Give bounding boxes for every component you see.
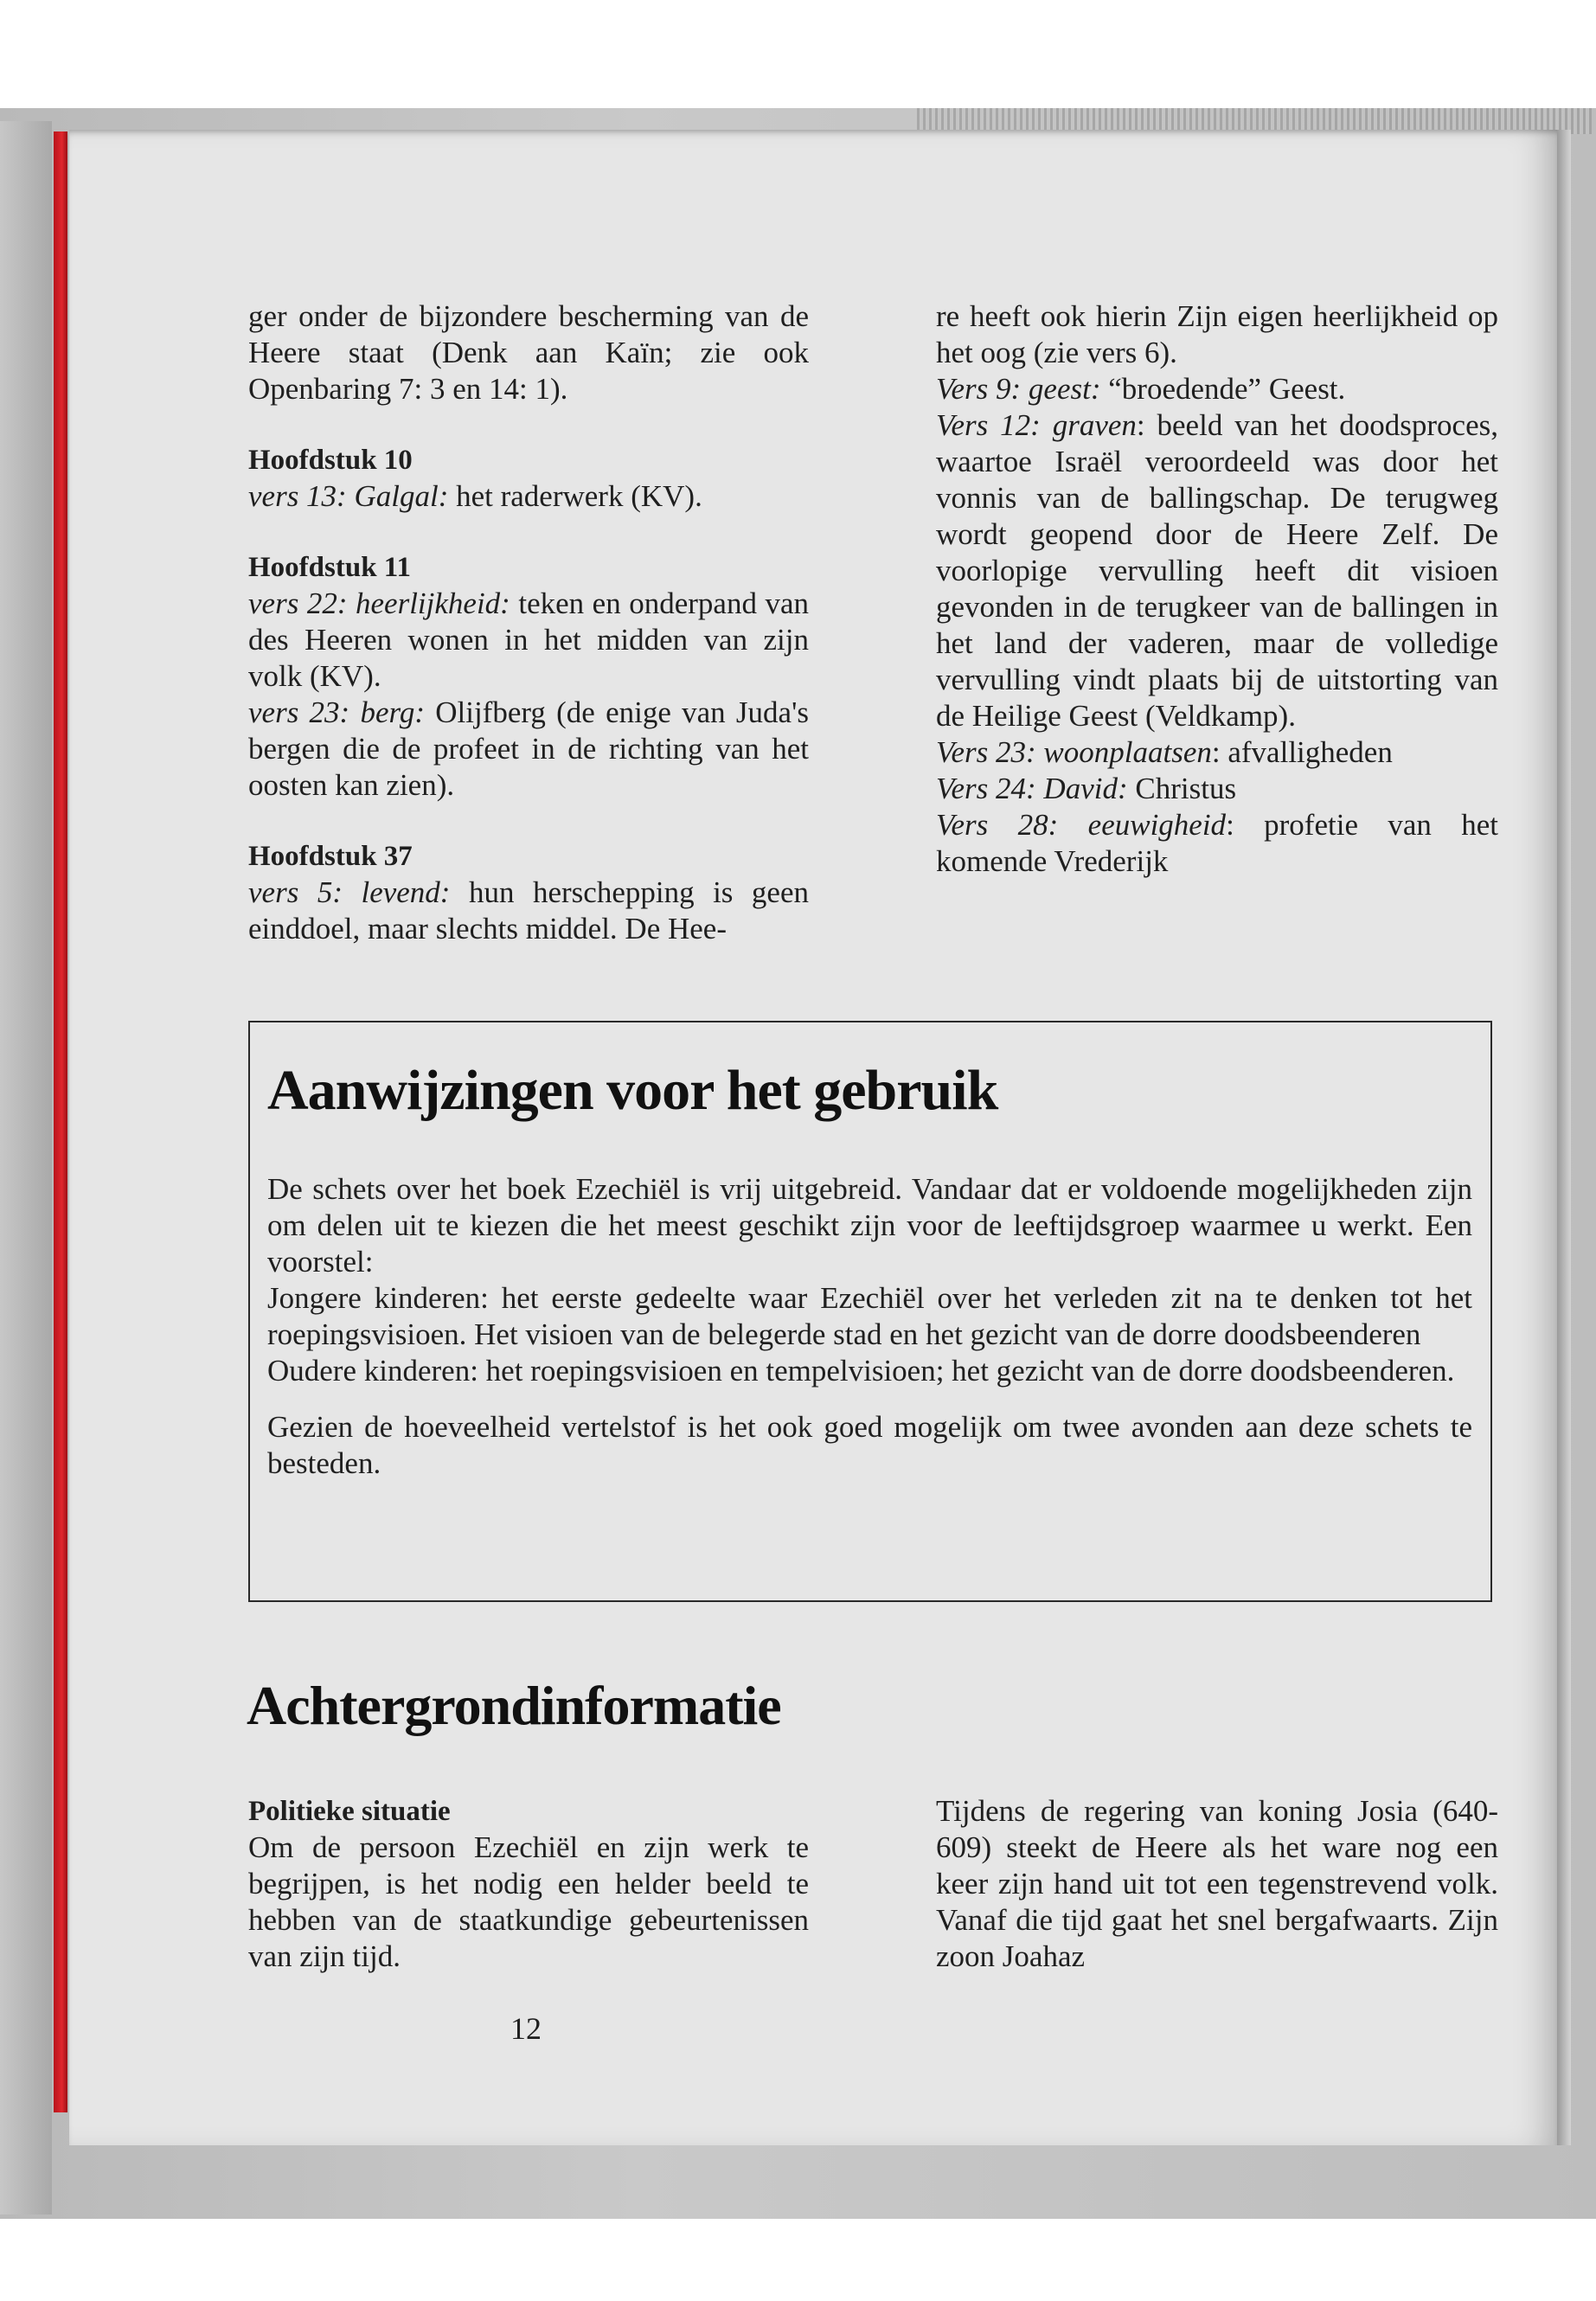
verse-note [936,807,1498,880]
left-column [248,298,809,947]
verse-note [248,478,809,515]
right-column [936,298,1498,880]
verse-note [248,875,809,947]
paragraph: ger onder de bijzondere bescherming van de Heere staat (Denk aan Kaïn; zie ook Openbaring 7: 3 en 14: 1). [248,299,809,406]
verse-ref: vers 13: Galgal: [248,479,449,513]
verse-ref: Vers 23: woonplaatsen [936,735,1212,769]
verse-note [248,695,809,804]
chapter-heading: Hoofdstuk 37 [248,841,413,872]
verse-ref: Vers 12: graven [936,408,1137,442]
verse-text: Christus [1127,772,1237,805]
section-title: Achtergrondinformatie [247,1675,781,1736]
verse-note [936,771,1498,807]
bottom-left-column [248,1793,809,1975]
verse-ref: Vers 28: eeuwigheid [936,808,1227,842]
paragraph: Gezien de hoeveelheid vertelstof is het ook goed mogelijk om twee avonden aan deze schets te besteden. [267,1410,1472,1480]
subsection-heading: Politieke situatie [248,1796,451,1827]
verse-text: hun herschepping is geen einddoel, maar slechts middel. De Hee- [248,875,809,945]
chapter-heading: Hoofdstuk 10 [248,445,413,476]
verse-text: “broedende” Geest. [1100,372,1346,406]
paragraph: De schets over het boek Ezechiël is vrij uitgebreid. Vandaar dat er voldoende mogelijkheden zijn om delen uit te kiezen die het meest geschikt zijn voor de leeftijdsgroep waarmee u werkt. Een voorstel: [267,1172,1472,1279]
page-right-edge [1557,130,1571,2145]
bottom-right-column [936,1793,1498,1975]
page-number: 12 [510,2011,542,2046]
paragraph: Jongere kinderen: het eerste gedeelte waar Ezechiël over het verleden zit na te denken tot het roepingsvisioen. Het visioen van de belegerde stad en het gezicht van de dorre doodsbeenderen [267,1281,1472,1351]
box-title: Aanwijzingen voor het gebruik [267,1059,998,1122]
verse-text: teken en onderpand van des Heeren wonen in het midden van zijn volk (KV). [248,586,809,693]
verse-note [248,586,809,695]
verse-text: het raderwerk (KV). [448,479,702,513]
verse-note [936,371,1498,407]
box-body [267,1171,1472,1482]
paragraph: Oudere kinderen: het roepingsvisioen en tempelvisioen; het gezicht van de dorre doodsbeenderen. [267,1354,1455,1388]
paragraph: Tijdens de regering van koning Josia (640-609) steekt de Heere als het ware nog een keer zijn hand uit tot een tegenstrevend volk. Vanaf die tijd gaat het snel bergafwaarts. Zijn zoon Joahaz [936,1794,1498,1973]
verse-text: : profetie van het komende Vrederijk [936,808,1498,878]
verse-ref: Vers 24: David: [936,772,1128,805]
paragraph: Om de persoon Ezechiël en zijn werk te begrijpen, is het nodig een helder beeld te hebben van de staatkundige gebeurtenissen van zijn tijd. [248,1830,809,1973]
verse-text: Olijfberg (de enige van Juda's bergen die de profeet in de richting van het oosten kan zien). [248,695,809,802]
red-page-edge [54,131,67,2112]
paragraph: re heeft ook hierin Zijn eigen heerlijkheid op het oog (zie vers 6). [936,299,1498,369]
verse-ref: vers 23: berg: [248,695,425,729]
verse-text: : afvalligheden [1211,735,1393,769]
chapter-heading: Hoofdstuk 11 [248,552,411,583]
verse-text: : beeld van het doodsproces, waartoe Israël veroordeeld was door het vonnis van de ballingschap. De terugweg wordt geopend door de Heere Zelf. De voorlopige vervulling heeft dit visioen gevonden in de terugkeer van de ballingen in het land der vaderen, maar de volledige vervulling vindt plaats bij de uitstorting van de Heilige Geest (Veldkamp). [936,408,1498,733]
verse-ref: Vers 9: geest: [936,372,1101,406]
verse-ref: vers 5: levend: [248,875,451,909]
verse-note [936,734,1498,771]
verse-note [936,407,1498,734]
usage-instructions-box [248,1021,1492,1602]
verse-ref: vers 22: heerlijkheid: [248,586,510,620]
cover-edge [0,121,52,2214]
